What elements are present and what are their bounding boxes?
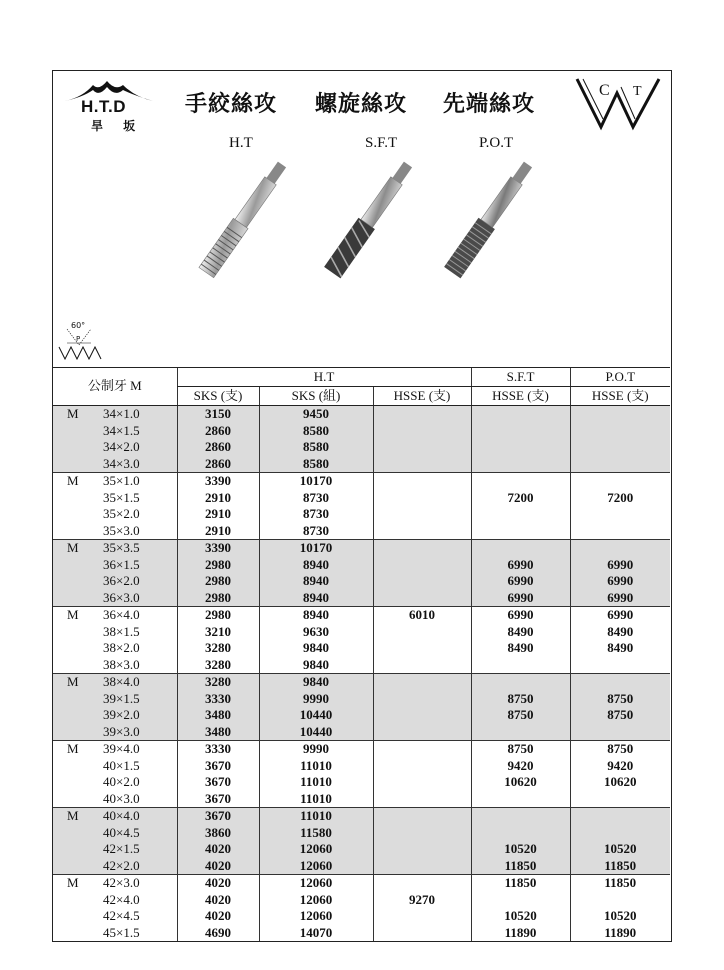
thread-size-cell xyxy=(53,657,177,674)
thread-size-cell xyxy=(53,557,177,574)
table-row xyxy=(53,808,670,825)
thread-profile-icon xyxy=(57,319,107,363)
sks-set-price: 12060 xyxy=(259,858,373,875)
table-row xyxy=(53,774,670,791)
sks-single-price: 2980 xyxy=(177,557,259,574)
sks-set-price: 9840 xyxy=(259,640,373,657)
thread-size-cell xyxy=(53,774,177,791)
pot-hsse-price xyxy=(570,674,670,691)
sft-hsse-price: 11850 xyxy=(471,858,570,875)
ht-hsse-price xyxy=(373,473,471,490)
pot-hsse-price xyxy=(570,406,670,423)
pot-hsse-price: 9420 xyxy=(570,758,670,775)
pot-hsse-price: 8490 xyxy=(570,624,670,641)
sft-hsse-price: 11850 xyxy=(471,875,570,892)
thread-size: 40×2.0 xyxy=(103,774,140,789)
ht-hsse-price xyxy=(373,674,471,691)
thread-size-cell xyxy=(53,908,177,925)
thread-size-cell xyxy=(53,640,177,657)
sft-hsse-price: 8750 xyxy=(471,741,570,758)
thread-size: 42×4.0 xyxy=(103,891,140,907)
ht-hsse-price xyxy=(373,624,471,641)
price-table-body xyxy=(53,406,670,942)
table-row xyxy=(53,657,670,674)
thread-size: 39×3.0 xyxy=(103,723,140,739)
ht-hsse-price xyxy=(373,925,471,942)
sks-single-price: 3670 xyxy=(177,774,259,791)
sks-single-header: SKS (支) xyxy=(177,387,259,406)
ht-hsse-header: HSSE (支) xyxy=(373,387,471,406)
sks-single-price: 3280 xyxy=(177,674,259,691)
sft-hsse-price xyxy=(471,892,570,909)
thread-size: 34×1.5 xyxy=(103,422,140,438)
sks-single-price: 3210 xyxy=(177,624,259,641)
sks-set-price: 8580 xyxy=(259,456,373,473)
pot-hsse-price: 6990 xyxy=(570,573,670,590)
thread-size-cell xyxy=(53,439,177,456)
caption-ht: H.T xyxy=(229,135,253,151)
thread-size: 34×3.0 xyxy=(103,455,140,471)
table-row xyxy=(53,473,670,490)
ht-hsse-price xyxy=(373,557,471,574)
thread-size: 40×4.0 xyxy=(103,808,140,823)
table-row xyxy=(53,506,670,523)
thread-size: 40×4.5 xyxy=(103,824,140,840)
sks-set-price: 11580 xyxy=(259,825,373,842)
sks-set-price: 8730 xyxy=(259,523,373,540)
sft-hsse-price xyxy=(471,825,570,842)
sft-hsse-price xyxy=(471,808,570,825)
ht-hsse-price xyxy=(373,774,471,791)
sks-single-price: 2860 xyxy=(177,439,259,456)
sft-hsse-price xyxy=(471,439,570,456)
sks-set-price: 8730 xyxy=(259,506,373,523)
sks-set-price: 8580 xyxy=(259,439,373,456)
sft-hsse-price: 6990 xyxy=(471,590,570,607)
sks-set-price: 12060 xyxy=(259,892,373,909)
sks-single-price: 2980 xyxy=(177,573,259,590)
thread-size: 39×4.0 xyxy=(103,741,140,756)
catalog-frame xyxy=(52,70,672,942)
sks-single-price: 4020 xyxy=(177,875,259,892)
pot-hsse-header: HSSE (支) xyxy=(570,387,670,406)
sks-set-price: 9450 xyxy=(259,406,373,423)
sks-set-price: 10170 xyxy=(259,473,373,490)
sks-single-price: 3330 xyxy=(177,741,259,758)
pot-hsse-price: 8750 xyxy=(570,707,670,724)
sks-single-price: 4690 xyxy=(177,925,259,942)
sft-hsse-price xyxy=(471,473,570,490)
pot-hsse-price: 6990 xyxy=(570,607,670,624)
thread-size: 38×3.0 xyxy=(103,656,140,672)
thread-size: 36×1.5 xyxy=(103,556,140,572)
thread-size: 34×1.0 xyxy=(103,406,140,421)
pot-hsse-price xyxy=(570,523,670,540)
sks-set-price: 9990 xyxy=(259,691,373,708)
sks-single-price: 2860 xyxy=(177,423,259,440)
ht-hsse-price xyxy=(373,707,471,724)
table-row xyxy=(53,523,670,540)
metric-prefix: M xyxy=(67,406,79,421)
sks-set-price: 8730 xyxy=(259,490,373,507)
thread-size-cell xyxy=(53,573,177,590)
sks-set-price: 8580 xyxy=(259,423,373,440)
metric-prefix: M xyxy=(67,607,79,622)
sks-single-price: 3670 xyxy=(177,808,259,825)
table-row xyxy=(53,925,670,942)
thread-size-cell xyxy=(53,523,177,540)
table-row xyxy=(53,557,670,574)
thread-size: 42×2.0 xyxy=(103,857,140,873)
thread-size-cell xyxy=(53,758,177,775)
pot-hsse-price: 7200 xyxy=(570,490,670,507)
table-row xyxy=(53,858,670,875)
pot-group-header: P.O.T xyxy=(570,368,670,387)
thread-size-cell xyxy=(53,607,177,624)
sft-hsse-price: 8750 xyxy=(471,707,570,724)
thread-size-cell xyxy=(53,456,177,473)
ht-hsse-price xyxy=(373,573,471,590)
sft-hsse-price: 11890 xyxy=(471,925,570,942)
sks-set-price: 8940 xyxy=(259,557,373,574)
pot-hsse-price: 8750 xyxy=(570,691,670,708)
sks-single-price: 3670 xyxy=(177,758,259,775)
table-row xyxy=(53,741,670,758)
caption-sft: S.F.T xyxy=(365,135,398,151)
thread-size-cell xyxy=(53,674,177,691)
sks-single-price: 4020 xyxy=(177,908,259,925)
sks-single-price: 2980 xyxy=(177,590,259,607)
sks-single-price: 3390 xyxy=(177,473,259,490)
sks-single-price: 4020 xyxy=(177,892,259,909)
price-table xyxy=(53,367,670,941)
sks-single-price: 3390 xyxy=(177,540,259,557)
cwt-logo xyxy=(573,73,665,136)
ht-hsse-price xyxy=(373,640,471,657)
ht-hsse-price xyxy=(373,758,471,775)
sft-group-header: S.F.T xyxy=(471,368,570,387)
ht-hsse-price xyxy=(373,908,471,925)
pot-hsse-price: 10620 xyxy=(570,774,670,791)
sks-set-price: 10440 xyxy=(259,724,373,741)
table-row xyxy=(53,640,670,657)
sft-hsse-price xyxy=(471,423,570,440)
pot-hsse-price xyxy=(570,540,670,557)
sks-set-price: 10170 xyxy=(259,540,373,557)
ht-hsse-price xyxy=(373,406,471,423)
sft-hsse-price xyxy=(471,406,570,423)
table-row xyxy=(53,825,670,842)
caption-pot: P.O.T xyxy=(479,135,514,151)
metric-prefix: M xyxy=(67,741,79,756)
cwt-c-letter: C xyxy=(599,82,610,99)
ht-hsse-price xyxy=(373,456,471,473)
sft-hsse-price xyxy=(471,456,570,473)
thread-size: 40×3.0 xyxy=(103,790,140,806)
pot-hsse-price xyxy=(570,724,670,741)
ht-hsse-price xyxy=(373,741,471,758)
thread-size-cell xyxy=(53,875,177,892)
ht-hsse-price xyxy=(373,808,471,825)
metric-prefix: M xyxy=(67,473,79,488)
sks-set-price: 11010 xyxy=(259,774,373,791)
pitch-p-label: P xyxy=(76,335,81,343)
sks-set-price: 11010 xyxy=(259,758,373,775)
thread-size-cell xyxy=(53,825,177,842)
sks-single-price: 2910 xyxy=(177,490,259,507)
pot-hsse-price: 10520 xyxy=(570,908,670,925)
ht-hsse-price xyxy=(373,540,471,557)
thread-size-cell xyxy=(53,691,177,708)
sft-hsse-price: 7200 xyxy=(471,490,570,507)
pot-hsse-price xyxy=(570,825,670,842)
sks-single-price: 3280 xyxy=(177,657,259,674)
table-row xyxy=(53,590,670,607)
thread-size-cell xyxy=(53,707,177,724)
thread-size-cell xyxy=(53,506,177,523)
thread-size: 42×1.5 xyxy=(103,841,140,856)
sft-hsse-price: 10620 xyxy=(471,774,570,791)
pot-hsse-price: 11850 xyxy=(570,858,670,875)
table-row xyxy=(53,691,670,708)
thread-size: 38×1.5 xyxy=(103,623,140,639)
metric-prefix: M xyxy=(67,540,79,555)
sks-single-price: 4020 xyxy=(177,858,259,875)
thread-size: 38×2.0 xyxy=(103,640,140,655)
ht-hsse-price xyxy=(373,691,471,708)
point-tap-image xyxy=(419,145,569,295)
metric-prefix: M xyxy=(67,674,79,689)
thread-size-cell xyxy=(53,892,177,909)
thread-size: 35×1.5 xyxy=(103,489,140,505)
thread-size: 39×1.5 xyxy=(103,690,140,706)
sks-single-price: 3480 xyxy=(177,707,259,724)
thread-size: 36×2.0 xyxy=(103,573,140,588)
sft-hsse-price: 6990 xyxy=(471,557,570,574)
sft-hsse-price: 9420 xyxy=(471,758,570,775)
sks-set-price: 9630 xyxy=(259,624,373,641)
sft-hsse-price: 10520 xyxy=(471,908,570,925)
pot-hsse-price: 6990 xyxy=(570,590,670,607)
thread-pitch-diagram xyxy=(57,319,107,368)
table-row xyxy=(53,908,670,925)
thread-size: 39×2.0 xyxy=(103,707,140,722)
thread-size: 45×1.5 xyxy=(103,924,140,940)
thread-size: 35×2.0 xyxy=(103,506,140,521)
pot-hsse-price: 8490 xyxy=(570,640,670,657)
sft-hsse-price xyxy=(471,791,570,808)
thread-size-cell xyxy=(53,406,177,423)
sks-set-price: 8940 xyxy=(259,573,373,590)
catalog-header xyxy=(53,71,670,367)
table-row xyxy=(53,573,670,590)
ht-hsse-price xyxy=(373,506,471,523)
sft-hsse-price xyxy=(471,540,570,557)
sks-single-price: 2860 xyxy=(177,456,259,473)
pot-hsse-price xyxy=(570,808,670,825)
sks-set-price: 9840 xyxy=(259,674,373,691)
thread-size-cell xyxy=(53,473,177,490)
table-row xyxy=(53,406,670,423)
sft-hsse-price: 10520 xyxy=(471,841,570,858)
sks-single-price: 3480 xyxy=(177,724,259,741)
table-row xyxy=(53,758,670,775)
thread-size-cell xyxy=(53,490,177,507)
sks-single-price: 2910 xyxy=(177,506,259,523)
pot-hsse-price xyxy=(570,657,670,674)
table-row xyxy=(53,892,670,909)
sks-set-price: 8940 xyxy=(259,590,373,607)
pitch-angle-label: 60° xyxy=(71,321,86,330)
thread-size: 36×4.0 xyxy=(103,607,140,622)
sks-set-price: 10440 xyxy=(259,707,373,724)
sft-hsse-header: HSSE (支) xyxy=(471,387,570,406)
pot-hsse-price xyxy=(570,456,670,473)
table-row xyxy=(53,791,670,808)
ht-hsse-price xyxy=(373,657,471,674)
metric-thread-header: 公制牙 M xyxy=(53,368,177,406)
metric-prefix: M xyxy=(67,875,79,890)
sks-single-price: 3670 xyxy=(177,791,259,808)
ht-hsse-price xyxy=(373,724,471,741)
table-row xyxy=(53,490,670,507)
pot-hsse-price: 11890 xyxy=(570,925,670,942)
ht-hsse-price xyxy=(373,439,471,456)
thread-size-cell xyxy=(53,624,177,641)
ht-hsse-price xyxy=(373,858,471,875)
pot-hsse-price: 6990 xyxy=(570,557,670,574)
cwt-monogram-icon xyxy=(573,73,665,131)
ht-hsse-price xyxy=(373,875,471,892)
table-row xyxy=(53,724,670,741)
ht-hsse-price xyxy=(373,841,471,858)
thread-size-cell xyxy=(53,841,177,858)
thread-size: 40×1.5 xyxy=(103,757,140,773)
ht-hsse-price: 6010 xyxy=(373,607,471,624)
sks-single-price: 3860 xyxy=(177,825,259,842)
thread-size-cell xyxy=(53,724,177,741)
ht-hsse-price xyxy=(373,523,471,540)
sks-set-price: 9990 xyxy=(259,741,373,758)
sks-single-price: 3150 xyxy=(177,406,259,423)
sks-set-price: 12060 xyxy=(259,908,373,925)
logo-sub-text: 旱 坂 xyxy=(91,119,144,133)
thread-size-cell xyxy=(53,590,177,607)
ht-hsse-price xyxy=(373,825,471,842)
sft-hsse-price: 6990 xyxy=(471,607,570,624)
sks-set-price: 11010 xyxy=(259,791,373,808)
ht-group-header: H.T xyxy=(177,368,471,387)
sks-single-price: 4020 xyxy=(177,841,259,858)
sks-set-price: 9840 xyxy=(259,657,373,674)
thread-size-cell xyxy=(53,423,177,440)
sks-single-price: 2910 xyxy=(177,523,259,540)
sft-hsse-price xyxy=(471,657,570,674)
thread-size: 35×3.0 xyxy=(103,522,140,538)
pot-hsse-price: 10520 xyxy=(570,841,670,858)
table-row xyxy=(53,439,670,456)
thread-size-cell xyxy=(53,858,177,875)
table-row xyxy=(53,607,670,624)
title-hand-tap: 手絞絲攻 xyxy=(185,91,278,117)
sks-set-price: 12060 xyxy=(259,875,373,892)
pot-hsse-price: 11850 xyxy=(570,875,670,892)
table-row xyxy=(53,423,670,440)
thread-size: 36×3.0 xyxy=(103,589,140,605)
thread-size-cell xyxy=(53,791,177,808)
table-row xyxy=(53,841,670,858)
sft-hsse-price xyxy=(471,506,570,523)
ht-hsse-price xyxy=(373,590,471,607)
sks-single-price: 3280 xyxy=(177,640,259,657)
title-spiral-tap: 螺旋絲攻 xyxy=(315,91,408,117)
htd-logo xyxy=(63,77,151,143)
thread-size: 38×4.0 xyxy=(103,674,140,689)
pot-hsse-price xyxy=(570,892,670,909)
sft-hsse-price: 8490 xyxy=(471,624,570,641)
pot-hsse-price xyxy=(570,506,670,523)
thread-size: 42×4.5 xyxy=(103,908,140,923)
sks-set-price: 14070 xyxy=(259,925,373,942)
sks-set-header: SKS (組) xyxy=(259,387,373,406)
pot-hsse-price xyxy=(570,791,670,808)
table-row xyxy=(53,456,670,473)
sft-hsse-price xyxy=(471,724,570,741)
thread-size-cell xyxy=(53,808,177,825)
thread-size-cell xyxy=(53,925,177,942)
table-row xyxy=(53,624,670,641)
pot-hsse-price xyxy=(570,473,670,490)
thread-size: 35×1.0 xyxy=(103,473,140,488)
cwt-t-letter: T xyxy=(633,84,642,99)
ht-hsse-price xyxy=(373,490,471,507)
sks-set-price: 11010 xyxy=(259,808,373,825)
thread-size: 42×3.0 xyxy=(103,875,140,890)
sks-set-price: 8940 xyxy=(259,607,373,624)
sks-single-price: 2980 xyxy=(177,607,259,624)
sft-hsse-price xyxy=(471,523,570,540)
pot-hsse-price xyxy=(570,439,670,456)
ht-hsse-price xyxy=(373,423,471,440)
table-row xyxy=(53,674,670,691)
thread-size: 35×3.5 xyxy=(103,540,140,555)
sks-set-price: 12060 xyxy=(259,841,373,858)
metric-prefix: M xyxy=(67,808,79,823)
pot-hsse-price: 8750 xyxy=(570,741,670,758)
thread-size-cell xyxy=(53,540,177,557)
table-row xyxy=(53,707,670,724)
table-row xyxy=(53,875,670,892)
logo-brand-text: H.T.D xyxy=(81,97,126,116)
sft-hsse-price: 6990 xyxy=(471,573,570,590)
sks-single-price: 3330 xyxy=(177,691,259,708)
sft-hsse-price: 8490 xyxy=(471,640,570,657)
thread-size-cell xyxy=(53,741,177,758)
sft-hsse-price: 8750 xyxy=(471,691,570,708)
title-point-tap: 先端絲攻 xyxy=(443,91,536,117)
ht-hsse-price: 9270 xyxy=(373,892,471,909)
pot-hsse-price xyxy=(570,423,670,440)
ht-hsse-price xyxy=(373,791,471,808)
table-row xyxy=(53,540,670,557)
sft-hsse-price xyxy=(471,674,570,691)
thread-size: 34×2.0 xyxy=(103,439,140,454)
